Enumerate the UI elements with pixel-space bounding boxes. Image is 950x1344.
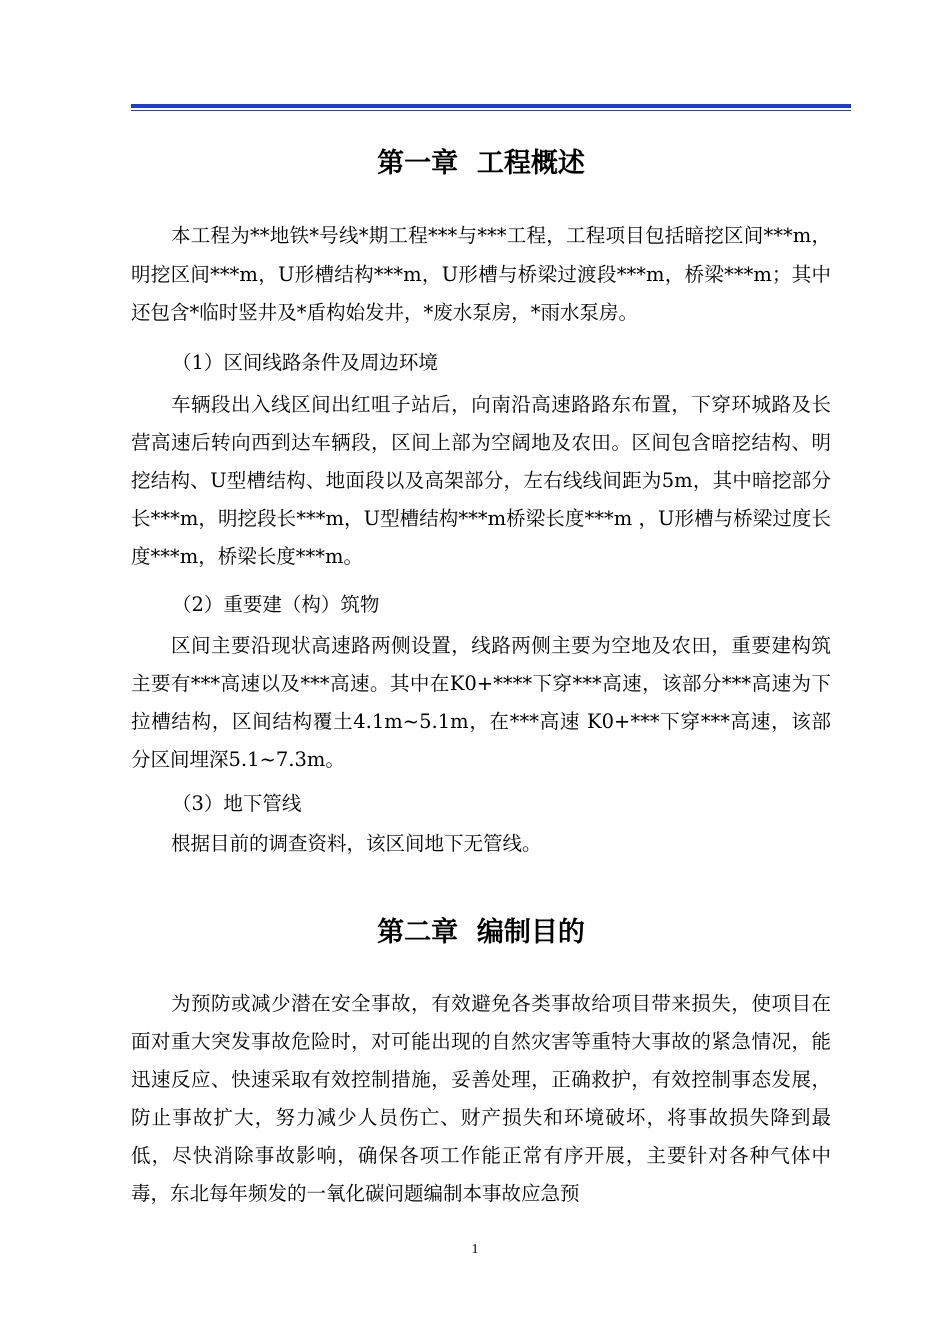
section-3-body: 根据目前的调查资料，该区间地下无管线。	[171, 832, 542, 855]
header-rule-thin	[131, 110, 851, 111]
chapter-2-title: 第二章 编制目的	[377, 917, 585, 948]
chapter-2-body: 为预防或减少潜在安全事故，有效避免各类事故给项目带来损失，使项目在面对重大突发事故危险时，对可能出现的自然灾害等重特大事故的紧急情况，能迅速反应、快速采取有效控制措施，妥善处理，正确救护，有效控制事态发展，防止事故扩大，努力减少人员伤亡、财产损失和环境破坏，将事故损失降到最低，尽快消除事故影响，确保各项工作能正常有序开展，主要针对各种气体中毒，东北每年频发的一氧化碳问题编制本事故应急预	[131, 992, 831, 1205]
header-rule	[131, 104, 851, 112]
header-rule-thick	[131, 104, 851, 108]
chapter-1-title: 第一章 工程概述	[377, 148, 585, 179]
section-1-heading: （1）区间线路条件及周边环境	[172, 351, 438, 374]
section-2-body: 区间主要沿现状高速路两侧设置，线路两侧主要为空地及农田，重要建构筑主要有***高速以及***高速。其中在K0+****下穿***高速，该部分***高速为下拉槽结构，区间结构覆土4.1m~5.1m，在***高速 K0+***下穿***高速，该部分区间埋深5.1~7.3m。	[131, 634, 831, 771]
section-1-body: 车辆段出入线区间出红咀子站后，向南沿高速路路东布置，下穿环城路及长营高速后转向西到达车辆段，区间上部为空阔地及农田。区间包含暗挖结构、明挖结构、U型槽结构、地面段以及高架部分，左右线线间距为5m，其中暗挖部分长***m，明挖段长***m，U型槽结构***m桥梁长度***m ，U形槽与桥梁过度长度***m，桥梁长度***m。	[131, 393, 831, 568]
section-2-heading: （2）重要建（构）筑物	[172, 593, 380, 616]
chapter-1-intro-paragraph: 本工程为**地铁*号线*期工程***与***工程，工程项目包括暗挖区间***m，明挖区间***m，U形槽结构***m，U形槽与桥梁过渡段***m，桥梁***m；其中还包含*临时竖井及*盾构始发井，*废水泵房，*雨水泵房。	[131, 224, 831, 324]
page-number: 1	[471, 1242, 479, 1257]
section-3-heading: （3）地下管线	[172, 792, 302, 815]
